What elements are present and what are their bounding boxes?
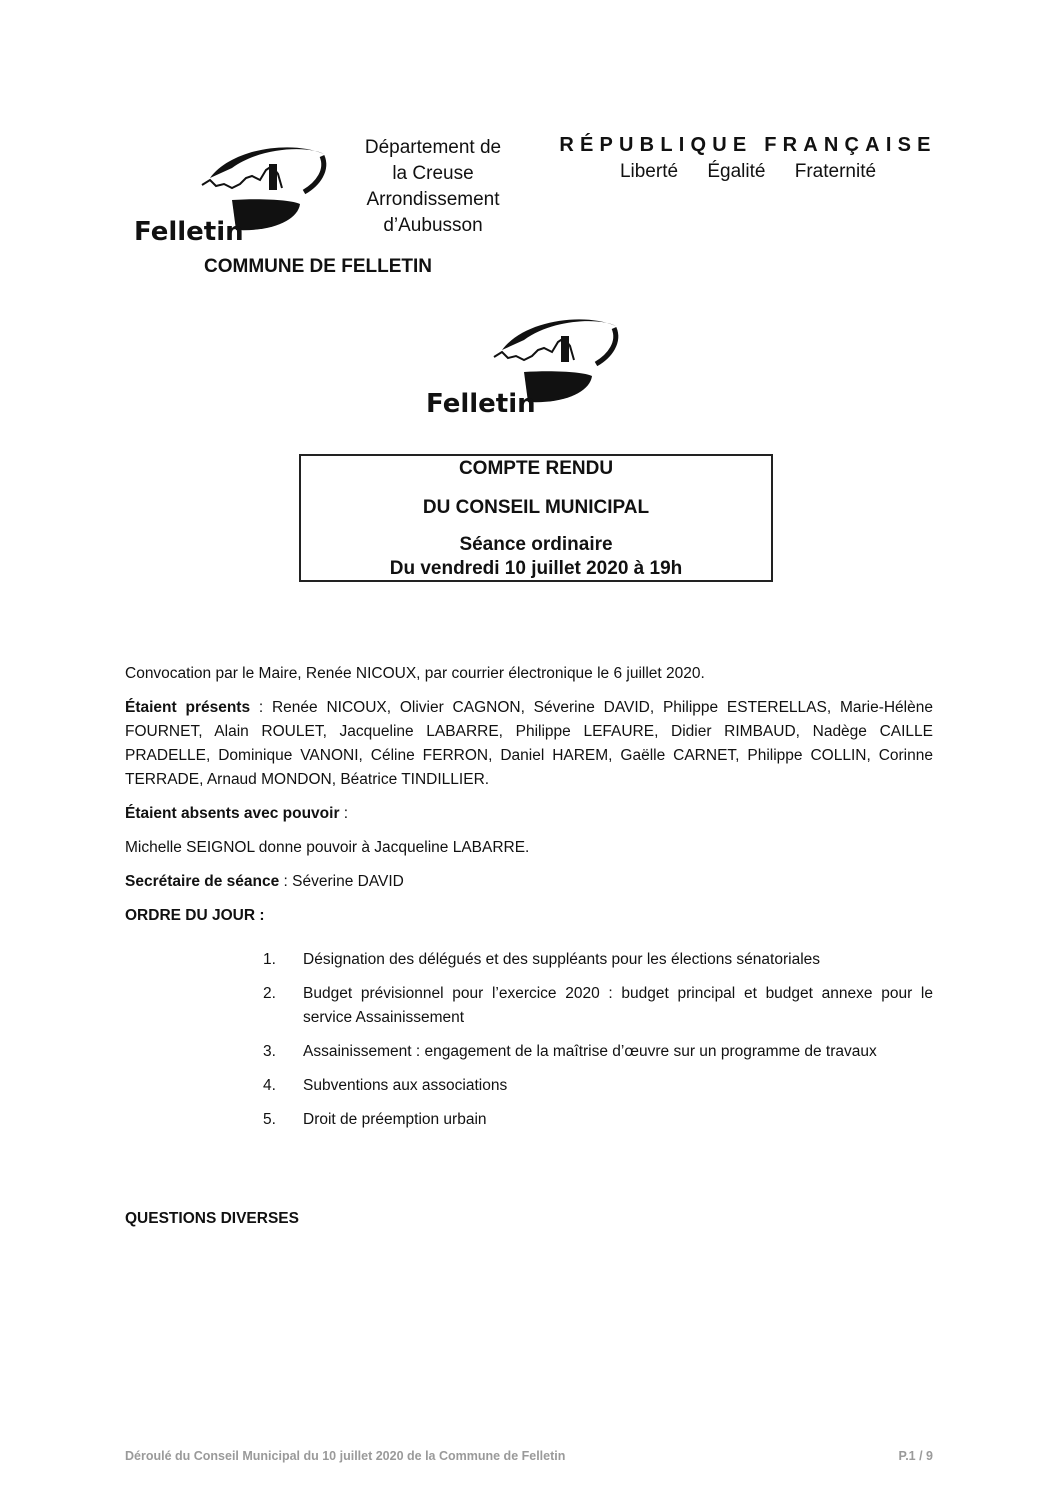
agenda-item: [125, 1108, 933, 1132]
absents-label: Étaient absents avec pouvoir: [125, 805, 340, 822]
ordre-du-jour-heading: ORDRE DU JOUR :: [125, 907, 265, 924]
agenda-item: [125, 982, 933, 1030]
pouvoir-paragraph: Michelle SEIGNOL donne pouvoir à Jacqueline LABARRE.: [125, 839, 530, 856]
footer-page-number: P.1 / 9: [898, 1449, 933, 1463]
presents-label: Étaient présents: [125, 699, 251, 716]
absents-paragraph: [125, 802, 933, 826]
agenda-item: [125, 948, 933, 972]
agenda-item: [125, 1040, 933, 1064]
secretaire-label: Secrétaire de séance: [125, 873, 280, 890]
agenda-item-text: Budget prévisionnel pour l’exercice 2020 : budget principal et budget annexe pour le service Assainissement: [303, 985, 933, 1026]
agenda-item-number: 1.: [263, 951, 276, 968]
presents-list: : Renée NICOUX, Olivier CAGNON, Séverine DAVID, Philippe ESTERELLAS, Marie-Hélène FOURNET, Alain ROULET, Jacqueline LABARRE, Philippe LEFAURE, Didier RIMBAUD, Nadège CAILLE PRADELLE, Dominique VANONI, Céline FERRON, Daniel HAREM, Gaëlle CARNET, Philippe COLLIN, Corinne TERRADE, Arnaud MONDON, Béatrice TINDILLIER.: [125, 699, 933, 788]
title-line-date: Du vendredi 10 juillet 2020 à 19h: [389, 558, 683, 579]
report-body: [125, 662, 933, 938]
secretaire-name: : Séverine DAVID: [279, 873, 404, 890]
absents-suffix: :: [339, 805, 349, 822]
felletin-logo-header: [132, 140, 332, 246]
title-line-seance: Séance ordinaire: [459, 534, 613, 555]
title-line-compte-rendu: COMPTE RENDU: [458, 458, 614, 479]
agenda-item-text: Désignation des délégués et des suppléants pour les élections sénatoriales: [303, 951, 821, 968]
department-line: la Creuse: [392, 163, 474, 184]
agenda-item-number: 2.: [263, 985, 276, 1002]
motto-liberte: Liberté: [619, 161, 679, 182]
agenda-item-number: 4.: [263, 1077, 276, 1094]
felletin-logo-center: [424, 312, 624, 418]
felletin-logo-center-text: Felletin: [426, 389, 536, 418]
commune-heading: COMMUNE DE FELLETIN: [204, 256, 432, 277]
agenda-item-text: Subventions aux associations: [303, 1077, 508, 1094]
agenda-list: [125, 948, 933, 1142]
report-title-box: [299, 454, 773, 582]
republic-block: [548, 131, 948, 185]
republic-motto: [548, 159, 948, 185]
department-line: d’Aubusson: [383, 215, 483, 236]
agenda-item-number: 5.: [263, 1111, 276, 1128]
agenda-item-text: Droit de préemption urbain: [303, 1111, 487, 1128]
questions-diverses-heading: QUESTIONS DIVERSES: [125, 1210, 299, 1227]
footer-document-title: Déroulé du Conseil Municipal du 10 juillet 2020 de la Commune de Felletin: [125, 1449, 566, 1463]
presents-paragraph: [125, 696, 933, 792]
department-line: Département de: [364, 137, 502, 158]
title-line-conseil: DU CONSEIL MUNICIPAL: [422, 497, 650, 518]
department-block: [338, 135, 528, 239]
convocation-paragraph: Convocation par le Maire, Renée NICOUX, par courrier électronique le 6 juillet 2020.: [125, 665, 705, 682]
felletin-logo-header-text: Felletin: [134, 217, 244, 246]
motto-fraternite: Fraternité: [794, 161, 877, 182]
agenda-item-text: Assainissement : engagement de la maîtrise d’œuvre sur un programme de travaux: [303, 1043, 877, 1060]
motto-egalite: Égalité: [707, 161, 766, 182]
agenda-item-number: 3.: [263, 1043, 276, 1060]
secretaire-paragraph: [125, 870, 933, 894]
republic-title: RÉPUBLIQUE FRANÇAISE: [559, 134, 937, 156]
felletin-logo-header-graphic: [132, 140, 332, 246]
department-line: Arrondissement: [366, 189, 500, 210]
agenda-item: [125, 1074, 933, 1098]
page-footer: [125, 1449, 933, 1463]
felletin-logo-center-graphic: [424, 312, 624, 418]
